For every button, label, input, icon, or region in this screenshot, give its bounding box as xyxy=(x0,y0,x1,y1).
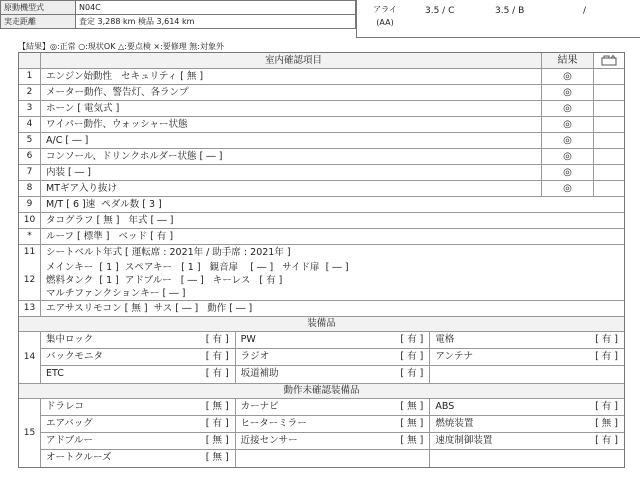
row-num: 5 xyxy=(19,133,41,148)
equipment-name: 坂道補助 xyxy=(240,368,279,379)
alignment-box xyxy=(356,0,640,38)
row-text: MTギア入り抜け xyxy=(41,181,542,196)
equipment-cell xyxy=(236,366,431,383)
row-text: コンソール、ドリンクホルダー状態 [ ― ] xyxy=(41,149,542,164)
row-spacer xyxy=(594,181,624,196)
equipment-value: [ 有 ] xyxy=(595,351,619,362)
row-result: ◎ xyxy=(542,149,594,164)
row-spacer xyxy=(594,133,624,148)
equipment-cell xyxy=(430,366,624,383)
equipment-cell xyxy=(236,433,431,449)
row-text: タコグラフ [ 無 ] 年式 [ ― ] xyxy=(46,215,174,226)
check-row xyxy=(19,149,624,165)
equipment-cell xyxy=(236,399,431,415)
row-result: ◎ xyxy=(542,165,594,180)
header-icon-cell xyxy=(594,53,624,68)
equipment-row xyxy=(41,349,624,366)
row-num: 1 xyxy=(19,69,41,84)
check-row xyxy=(19,181,624,197)
equipment-cell xyxy=(236,450,431,467)
row-spacer xyxy=(594,117,624,132)
equipment-name: カーナビ xyxy=(240,401,279,412)
equipment-block xyxy=(19,332,624,384)
header-num-cell xyxy=(19,53,41,68)
check-rows xyxy=(19,69,624,261)
vehicle-info-table xyxy=(0,0,356,29)
alignment-value-3: / xyxy=(583,6,587,16)
equipment-cell xyxy=(430,332,624,348)
check-row xyxy=(19,245,624,261)
unverified-equipment-header: 動作未確認装備品 xyxy=(19,384,624,399)
row-result: ◎ xyxy=(542,117,594,132)
equipment-value: [ 有 ] xyxy=(595,435,619,446)
row-num: 3 xyxy=(19,101,41,116)
row-num: 6 xyxy=(19,149,41,164)
equipment-name: アンテナ xyxy=(435,351,473,362)
equipment-cell xyxy=(41,399,236,415)
equipment-header: 装備品 xyxy=(19,317,624,332)
equipment-name: アドブルー xyxy=(46,435,93,446)
result-header: 結果 xyxy=(542,53,594,68)
check-row xyxy=(19,101,624,117)
equipment-value: [ 有 ] xyxy=(595,334,619,345)
equipment-cell xyxy=(430,433,624,449)
unverified-block xyxy=(19,399,624,467)
alignment-label xyxy=(367,3,403,29)
equipment-cell xyxy=(430,399,624,415)
equipment-row xyxy=(41,416,624,433)
equipment-cell xyxy=(236,332,431,348)
alignment-label-line1: アライ xyxy=(373,5,397,14)
grid-header-row xyxy=(19,53,624,69)
mileage-value: 査定 3,288 km 検品 3,614 km xyxy=(76,15,356,29)
row-text: ホーン [ 電気式 ] xyxy=(41,101,542,116)
equipment-row xyxy=(41,332,624,349)
engine-model-value: N04C xyxy=(76,1,356,15)
equipment-value: [ 無 ] xyxy=(205,452,229,463)
equipment-cell xyxy=(236,349,431,365)
equipment-value: [ 無 ] xyxy=(400,418,424,429)
equipment-cell xyxy=(41,332,236,348)
row-13 xyxy=(19,301,624,317)
interior-check-header: 室内確認項目 xyxy=(41,53,542,68)
check-row xyxy=(19,117,624,133)
row-num: 2 xyxy=(19,85,41,100)
unverified-rows xyxy=(41,399,624,467)
equipment-value: [ 有 ] xyxy=(205,418,229,429)
equipment-value: [ 無 ] xyxy=(595,418,619,429)
row-result: ◎ xyxy=(542,69,594,84)
equipment-cell xyxy=(236,416,431,432)
check-row xyxy=(19,133,624,149)
inspection-grid xyxy=(18,52,625,468)
equipment-cell xyxy=(430,349,624,365)
equipment-name: ETC xyxy=(46,368,64,379)
row-12-line-1: メインキー [ 1 ] スペアキー [ 1 ] 観音扉 [ ― ] サイド扉 [ ― ] xyxy=(46,262,349,273)
equipment-name: ABS xyxy=(435,401,455,412)
check-row xyxy=(19,165,624,181)
row-text: メーター動作、警告灯、各ランプ xyxy=(41,85,542,100)
engine-model-row xyxy=(1,1,356,15)
equipment-rows xyxy=(41,332,624,383)
equipment-value: [ 無 ] xyxy=(400,401,424,412)
row-spacer xyxy=(594,85,624,100)
equipment-value: [ 有 ] xyxy=(205,368,229,379)
row-13-text: エアサスリモコン [ 無 ] サス [ ― ] 動作 [ ― ] xyxy=(46,303,253,314)
row-num: 14 xyxy=(19,332,41,383)
row-num: 10 xyxy=(19,213,41,228)
equipment-value: [ 有 ] xyxy=(400,334,424,345)
row-num: 4 xyxy=(19,117,41,132)
row-num: 15 xyxy=(19,399,41,467)
equipment-value: [ 無 ] xyxy=(205,435,229,446)
equipment-name: 近接センサー xyxy=(240,435,298,446)
equipment-row xyxy=(41,450,624,467)
row-12 xyxy=(19,261,624,301)
row-result: ◎ xyxy=(542,85,594,100)
equipment-value: [ 有 ] xyxy=(400,368,424,379)
check-row xyxy=(19,197,624,213)
row-text: 内装 [ ― ] xyxy=(41,165,542,180)
check-row xyxy=(19,213,624,229)
equipment-value: [ 無 ] xyxy=(205,401,229,412)
equipment-value: [ 有 ] xyxy=(400,351,424,362)
mileage-row xyxy=(1,15,356,29)
equipment-cell xyxy=(41,366,236,383)
equipment-name: PW xyxy=(240,334,256,345)
result-legend: 【結果】◎:正常 ○:現状OK △:要点検 ×:要修理 無:対象外 xyxy=(18,42,225,51)
check-row xyxy=(19,85,624,101)
row-num: 12 xyxy=(19,261,41,300)
equipment-cell xyxy=(430,416,624,432)
row-result: ◎ xyxy=(542,181,594,196)
equipment-name: 速度制御装置 xyxy=(435,435,493,446)
row-num: 9 xyxy=(19,197,41,212)
equipment-row xyxy=(41,399,624,416)
equipment-name: バックモニタ xyxy=(46,351,104,362)
row-result: ◎ xyxy=(542,101,594,116)
row-spacer xyxy=(594,165,624,180)
equipment-row xyxy=(41,433,624,450)
row-12-body xyxy=(41,261,624,300)
row-spacer xyxy=(594,149,624,164)
equipment-value: [ 有 ] xyxy=(205,351,229,362)
equipment-cell xyxy=(41,349,236,365)
row-text: ワイパー動作、ウォッシャー状態 xyxy=(41,117,542,132)
folder-icon xyxy=(601,55,617,66)
equipment-cell xyxy=(41,450,236,467)
equipment-name: ラジオ xyxy=(240,351,270,362)
engine-model-label: 原動機型式 xyxy=(1,1,76,15)
equipment-row xyxy=(41,366,624,383)
equipment-cell xyxy=(430,450,624,467)
equipment-name: オートクルーズ xyxy=(46,452,112,463)
equipment-name: エアバッグ xyxy=(46,418,93,429)
alignment-value-1: 3.5 / C xyxy=(425,6,455,16)
equipment-name: ヒーターミラー xyxy=(240,418,307,429)
row-text: エンジン始動性 セキュリティ [ 無 ] xyxy=(41,69,542,84)
row-12-line-2: 燃料タンク [ 1 ] アドブルー [ ― ] キーレス [ 有 ] xyxy=(46,275,283,286)
row-num: 11 xyxy=(19,245,41,261)
row-num: 13 xyxy=(19,301,41,316)
row-num: 7 xyxy=(19,165,41,180)
equipment-name: ドラレコ xyxy=(46,401,85,412)
row-text: ルーフ [ 標準 ] ベッド [ 有 ] xyxy=(46,231,174,242)
equipment-cell xyxy=(41,433,236,449)
row-result: ◎ xyxy=(542,133,594,148)
check-row xyxy=(19,229,624,245)
mileage-label: 実走距離 xyxy=(1,15,76,29)
alignment-label-line2: (AA) xyxy=(376,18,394,27)
row-12-line-3: マルチファンクションキー [ ― ] xyxy=(46,288,186,299)
row-text: M/T [ 6 ]速 ペダル数 [ 3 ] xyxy=(46,199,162,210)
row-num: * xyxy=(19,229,41,244)
equipment-value: [ 有 ] xyxy=(595,401,619,412)
check-row xyxy=(19,69,624,85)
row-spacer xyxy=(594,69,624,84)
row-text: シートベルト年式 [ 運転席 : 2021年 / 助手席 : 2021年 ] xyxy=(46,247,291,258)
equipment-value: [ 有 ] xyxy=(205,334,229,345)
equipment-value: [ 無 ] xyxy=(400,435,424,446)
row-text: A/C [ ― ] xyxy=(41,133,542,148)
row-spacer xyxy=(594,101,624,116)
row-num: 8 xyxy=(19,181,41,196)
equipment-name: 集中ロック xyxy=(46,334,94,345)
equipment-name: 燃焼装置 xyxy=(435,418,474,429)
equipment-name: 電格 xyxy=(435,334,455,345)
alignment-value-2: 3.5 / B xyxy=(495,6,525,16)
equipment-cell xyxy=(41,416,236,432)
